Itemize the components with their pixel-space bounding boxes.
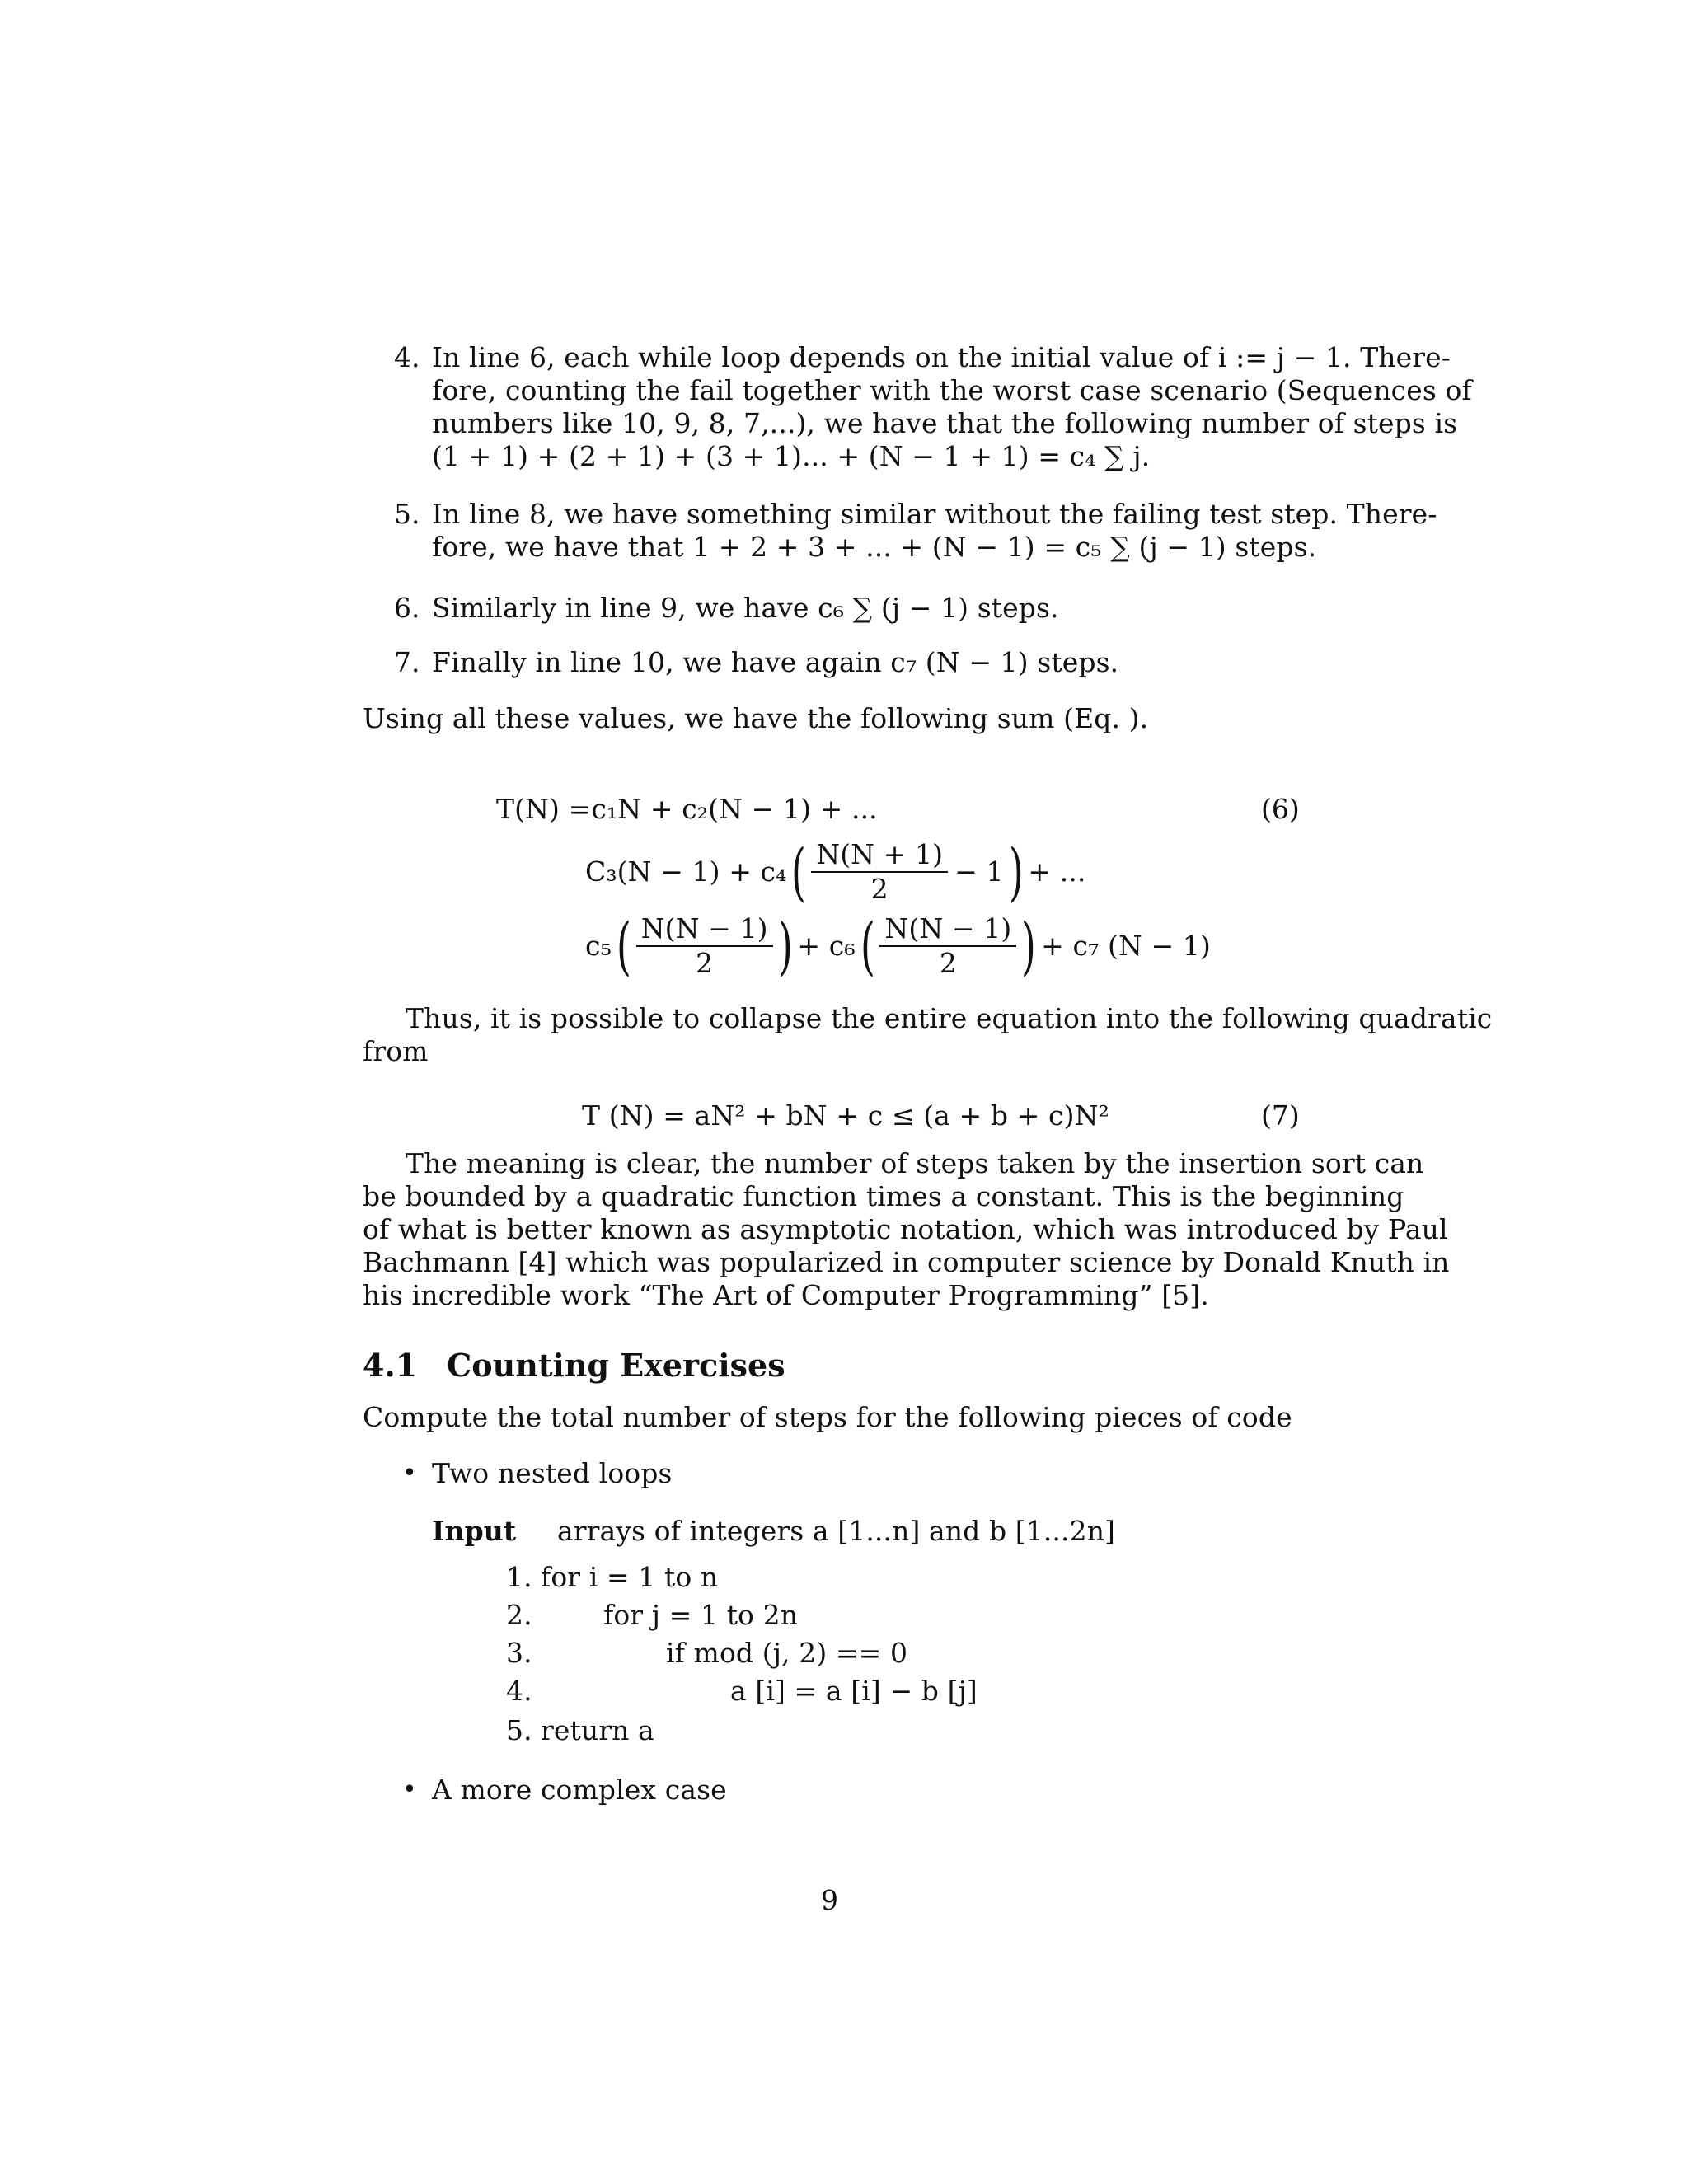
fraction-numerator: N(N − 1) <box>640 912 768 944</box>
intro-sum-text: Using all these values, we have the following sum (Eq. ). <box>363 702 1149 734</box>
paragraph-line-3: of what is better known as asymptotic notation, which was introduced by Paul <box>363 1213 1448 1245</box>
eq6-line3-c6: + c₆ <box>797 930 856 962</box>
list-item-5-line-2: fore, we have that 1 + 2 + 3 + ... + (N − 1) = c₅ ∑ (j − 1) steps. <box>432 531 1317 563</box>
algo-line-number: 5. <box>506 1714 532 1746</box>
bullet-icon: • <box>402 1775 417 1804</box>
algo-line-code: for i = 1 to n <box>541 1561 719 1593</box>
paragraph-line-2: be bounded by a quadratic function times a constant. This is the beginning <box>363 1180 1404 1212</box>
bullet-item-2: A more complex case <box>432 1774 727 1806</box>
paragraph-line-5: his incredible work “The Art of Computer Programming” [5]. <box>363 1279 1209 1311</box>
collapse-text-line-2: from <box>363 1035 429 1067</box>
algo-line-number: 4. <box>506 1675 532 1707</box>
eq6-line3-post: + c₇ (N − 1) <box>1041 930 1211 962</box>
eq6-line2-pre: C₃(N − 1) + c₄ <box>585 855 787 888</box>
section-number: 4.1 <box>363 1347 418 1384</box>
fraction <box>811 838 948 906</box>
eq6-line3-c5: c₅ <box>585 930 612 962</box>
list-item-7-line-1: Finally in line 10, we have again c₇ (N − 1) steps. <box>432 646 1119 678</box>
algo-line-number: 1. <box>506 1561 532 1593</box>
eq6-line-2 <box>585 831 1085 913</box>
right-paren: ) <box>777 909 793 982</box>
fraction-numerator: N(N + 1) <box>816 838 944 870</box>
list-item-5-line-1: In line 8, we have something similar without the failing test step. There- <box>432 498 1437 530</box>
fraction <box>636 912 773 980</box>
algo-line-code: for j = 1 to 2n <box>603 1599 799 1631</box>
fraction-denominator: 2 <box>811 871 948 906</box>
eq6-line-3 <box>585 905 1211 987</box>
page-number: 9 <box>821 1884 839 1916</box>
algo-line-code: if mod (j, 2) == 0 <box>666 1637 908 1669</box>
fraction-denominator: 2 <box>636 945 773 980</box>
list-marker: 6. <box>394 592 420 624</box>
eq6-number: (6) <box>1261 793 1300 825</box>
algo-line-number: 2. <box>506 1599 532 1631</box>
list-marker: 5. <box>394 498 420 530</box>
collapse-text-line-1: Thus, it is possible to collapse the entire equation into the following quadratic <box>406 1002 1493 1034</box>
exercise-intro: Compute the total number of steps for the following pieces of code <box>363 1401 1292 1433</box>
list-item-6-line-1: Similarly in line 9, we have c₆ ∑ (j − 1) steps. <box>432 592 1059 624</box>
bullet-item-1: Two nested loops <box>432 1457 673 1489</box>
list-item-4-line-4: (1 + 1) + (2 + 1) + (3 + 1)... + (N − 1 + 1) = c₄ ∑ j. <box>432 440 1151 472</box>
list-item-4-line-3: numbers like 10, 9, 8, 7,...), we have that the following number of steps is <box>432 407 1458 439</box>
right-paren: ) <box>1008 835 1024 908</box>
fraction-numerator: N(N − 1) <box>884 912 1012 944</box>
input-label: Input <box>432 1515 517 1547</box>
eq7-number: (7) <box>1261 1099 1300 1132</box>
left-paren: ( <box>860 909 875 982</box>
paragraph-line-1: The meaning is clear, the number of steps taken by the insertion sort can <box>406 1147 1424 1179</box>
list-marker: 4. <box>394 341 420 373</box>
eq6-line-1: T(N) =c₁N + c₂(N − 1) + ... <box>496 793 878 825</box>
eq7-expression: T (N) = aN² + bN + c ≤ (a + b + c)N² <box>582 1099 1109 1132</box>
paragraph-line-4: Bachmann [4] which was popularized in computer science by Donald Knuth in <box>363 1246 1450 1278</box>
section-title: Counting Exercises <box>447 1347 785 1384</box>
input-text: arrays of integers a [1...n] and b [1...2n] <box>557 1515 1116 1547</box>
left-paren: ( <box>616 909 631 982</box>
eq6-line2-post: + ... <box>1028 855 1086 888</box>
list-item-4-line-2: fore, counting the fail together with the worst case scenario (Sequences of <box>432 374 1472 406</box>
algo-line-number: 3. <box>506 1637 532 1669</box>
fraction-denominator: 2 <box>879 945 1016 980</box>
bullet-icon: • <box>402 1459 417 1488</box>
list-item-4-line-1: In line 6, each while loop depends on the initial value of i := j − 1. There- <box>432 341 1451 373</box>
algo-line-code: return a <box>541 1714 654 1746</box>
list-marker: 7. <box>394 646 420 678</box>
right-paren: ) <box>1021 909 1037 982</box>
left-paren: ( <box>791 835 807 908</box>
fraction <box>879 912 1016 980</box>
algo-line-code: a [i] = a [i] − b [j] <box>730 1675 978 1707</box>
eq6-line2-mid: − 1 <box>954 855 1004 888</box>
